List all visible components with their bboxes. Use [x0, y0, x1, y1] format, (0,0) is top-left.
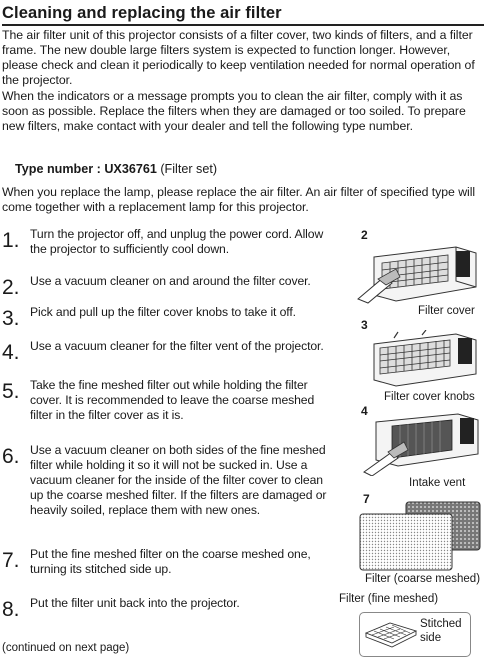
step-number: 5. [2, 380, 20, 403]
label-filter-fine: Filter (fine meshed) [339, 593, 439, 605]
stitched-label-line-1: Stitched [420, 618, 462, 630]
step-number: 2. [2, 276, 20, 299]
step-text: Use a vacuum cleaner on and around the filter cover. [30, 274, 311, 288]
label-filter-coarse: Filter (coarse meshed) [365, 573, 481, 585]
figure-4-illustration [362, 412, 480, 476]
step-text: Use a vacuum cleaner on both sides of the fine meshed filter while holding it so it will not be sucked in. Use a vacuum cleaner for the inside of the filter cover to clean up the coarse meshed filter. If the filters are damaged or heavily soiled, replace them with new ones. [30, 443, 327, 517]
step-number: 4. [2, 341, 20, 364]
type-number-line [15, 162, 217, 177]
step-text: Put the filter unit back into the projector. [30, 596, 240, 610]
type-number-label: Type number : UX36761 [15, 162, 157, 176]
step-number: 1. [2, 229, 20, 252]
label-intake-vent: Intake vent [409, 477, 466, 489]
step-text: Take the fine meshed filter out while holding the filter cover. It is recommended to leave the coarse meshed filter in the filter cover as it is. [30, 378, 315, 422]
figure-7-illustration [356, 498, 484, 574]
figure-3-illustration [366, 330, 480, 388]
stitched-side-label [420, 618, 462, 645]
step-number: 8. [2, 598, 20, 621]
page-title: Cleaning and replacing the air filter [2, 3, 484, 26]
intro-paragraph-2: When the indicators or a message prompts you to clean the air filter, comply with it as soon as possible. Replace the filters when they are damaged or too soiled. To prepare new filters, make contact with your dealer and tell the following type number. [2, 89, 466, 134]
label-filter-cover: Filter cover [418, 305, 475, 317]
figure-2-number: 2 [361, 228, 368, 242]
step-text: Put the fine meshed filter on the coarse meshed one, turning its stitched side up. [30, 547, 311, 576]
step-number: 3. [2, 307, 20, 330]
intro-paragraph-1: The air filter unit of this projector consists of a filter cover, two kinds of filters, and a filter frame. The new double large filters system is expected to function longer. However, please check and clean it periodically to keep ventilation needed for normal operation of the projector. [2, 28, 475, 88]
step-text: Use a vacuum cleaner for the filter vent of the projector. [30, 339, 324, 353]
stitched-filter-icon [364, 619, 418, 649]
step-text: Pick and pull up the filter cover knobs to take it off. [30, 305, 296, 319]
figure-7-number: 7 [363, 492, 370, 506]
stitched-side-legend [359, 612, 471, 657]
step-number: 7. [2, 549, 20, 572]
stitched-label-line-2: side [420, 631, 442, 644]
label-filter-cover-knobs: Filter cover knobs [384, 391, 475, 403]
continued-note: (continued on next page) [2, 642, 130, 654]
figure-2-illustration [356, 243, 481, 305]
step-text: Turn the projector off, and unplug the power cord. Allow the projector to sufficiently cool down. [30, 227, 324, 256]
figure-3-number: 3 [361, 318, 368, 332]
lamp-note: When you replace the lamp, please replace the air filter. An air filter of specified type will come together with a replacement lamp for this projector. [2, 185, 476, 215]
figure-4-number: 4 [361, 404, 368, 418]
step-number: 6. [2, 445, 20, 468]
type-number-suffix: (Filter set) [156, 162, 218, 176]
